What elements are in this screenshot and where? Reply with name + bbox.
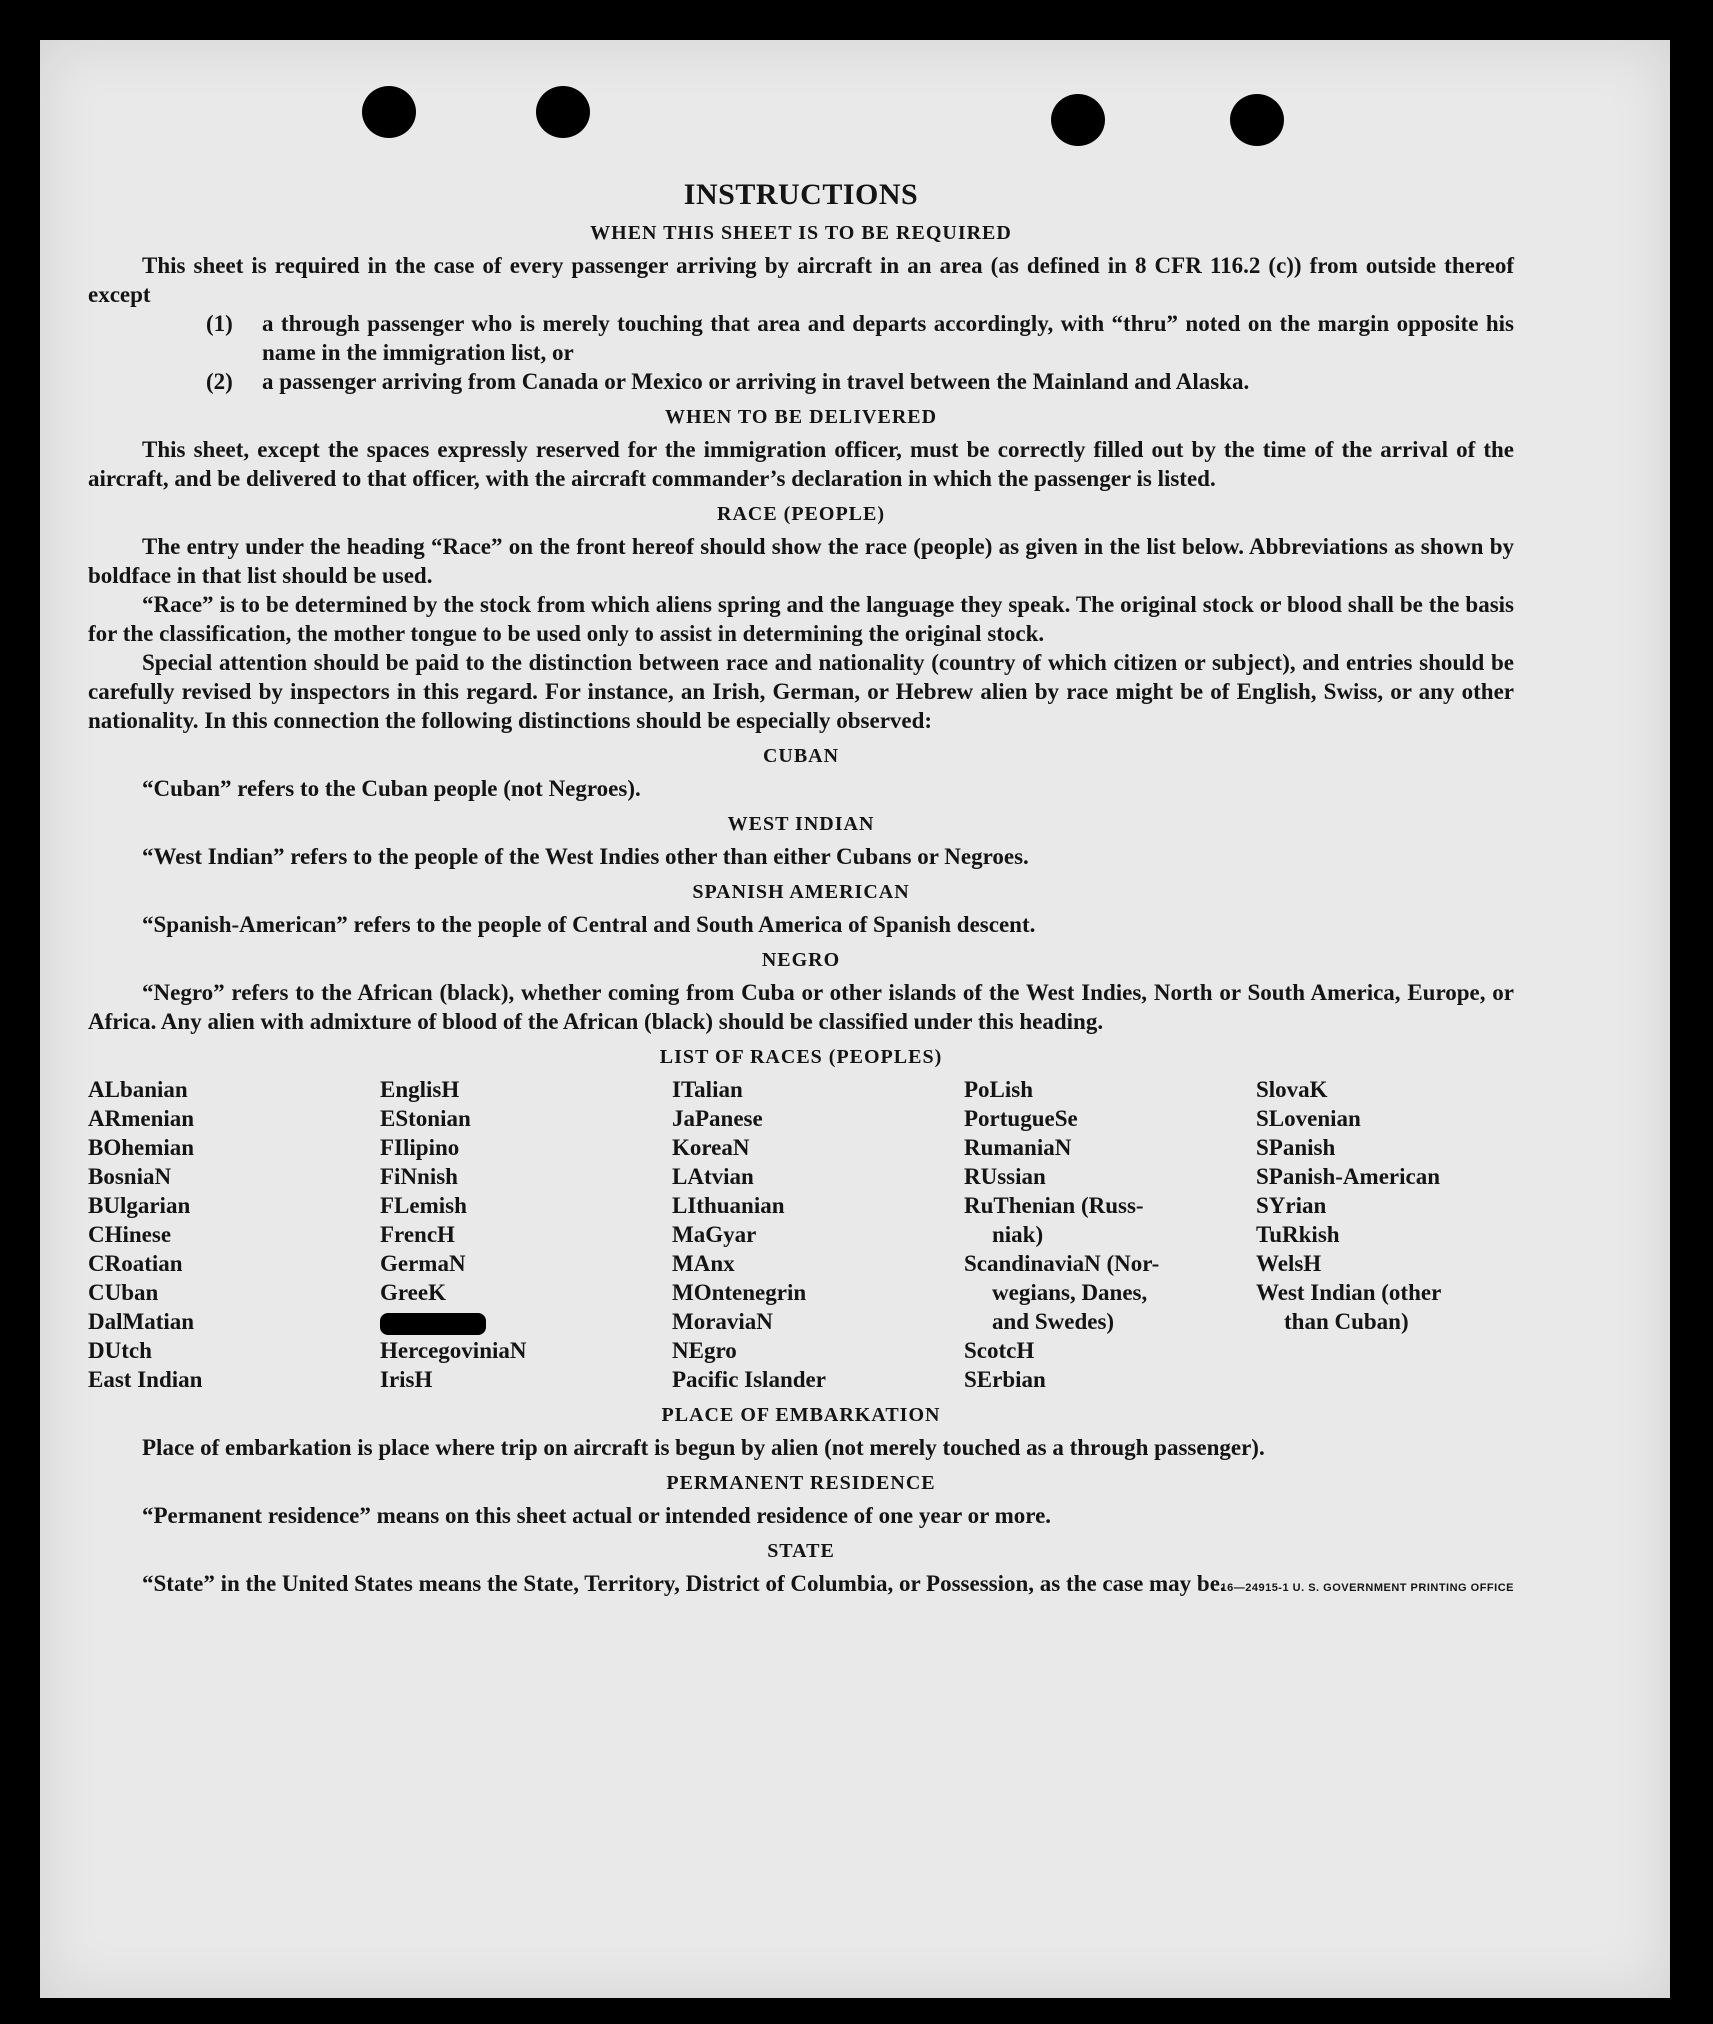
race-entry: MAnx	[672, 1251, 735, 1276]
exception-item	[206, 309, 1514, 367]
race-entry: BOhemian	[88, 1135, 195, 1160]
section-heading-when-delivered: WHEN TO BE DELIVERED	[664, 406, 938, 428]
race-entry: SLovenian	[1256, 1106, 1361, 1131]
exception-number: (2)	[206, 369, 233, 394]
race-entry: Pacific Islander	[672, 1367, 826, 1392]
race-entry: SlovaK	[1256, 1077, 1328, 1102]
exception-number: (1)	[206, 311, 233, 336]
race-entry: IrisH	[380, 1367, 433, 1392]
redaction-mark	[380, 1313, 486, 1335]
race-entry: MoraviaN	[672, 1309, 773, 1334]
race-column	[88, 1075, 380, 1394]
exception-text: a passenger arriving from Canada or Mexico or arriving in travel between the Mainland and Alaska.	[262, 369, 1250, 394]
punch-hole	[536, 86, 590, 138]
race-entry-continuation: and Swedes)	[992, 1309, 1115, 1334]
race-entry: CUban	[88, 1280, 159, 1305]
race-entry: EnglisH	[380, 1077, 460, 1102]
race-entry: SYrian	[1256, 1193, 1327, 1218]
race-entry: ITalian	[672, 1077, 743, 1102]
embarkation-text: Place of embarkation is place where trip on aircraft is begun by alien (not merely touched as a through passenger).	[142, 1435, 1265, 1460]
section-heading-list-of-races: LIST OF RACES (PEOPLES)	[659, 1046, 943, 1068]
section-heading-race: RACE (PEOPLE)	[717, 503, 885, 525]
race-entry: MOntenegrin	[672, 1280, 807, 1305]
section-heading-west-indian: WEST INDIAN	[727, 813, 875, 835]
race-entry-redacted	[380, 1307, 672, 1336]
race-entry: LIthuanian	[672, 1193, 785, 1218]
residence-text: “Permanent residence” means on this sheet actual or intended residence of one year or more.	[142, 1503, 1052, 1528]
race-entry: PortugueSe	[964, 1106, 1078, 1131]
race-entry: RumaniaN	[964, 1135, 1072, 1160]
exception-item	[206, 367, 1514, 396]
race-entry: GermaN	[380, 1251, 466, 1276]
race-entry: HercegoviniaN	[380, 1338, 527, 1363]
race-entry: BUlgarian	[88, 1193, 191, 1218]
punch-hole	[362, 86, 416, 138]
race-entry-continuation: wegians, Danes,	[992, 1280, 1148, 1305]
section-heading-residence: PERMANENT RESIDENCE	[666, 1472, 936, 1494]
race-entry: West Indian (other	[1256, 1280, 1442, 1305]
race-entry: NEgro	[672, 1338, 737, 1363]
race-entry: CHinese	[88, 1222, 172, 1247]
race-paragraph: “Race” is to be determined by the stock from which aliens spring and the language they speak. The original stock or blood shall be the basis for the classification, the mother tongue to be used only to assist in determining the original stock.	[88, 592, 1514, 646]
exception-text: a through passenger who is merely touching that area and departs accordingly, with “thru” noted on the margin opposite his name in the immigration list, or	[262, 311, 1514, 365]
state-text: “State” in the United States means the State, Territory, District of Columbia, or Possession, as the case may be.	[142, 1571, 1226, 1596]
section-heading-state: STATE	[767, 1540, 835, 1562]
race-entry: ARmenian	[88, 1106, 195, 1131]
race-entry: FIlipino	[380, 1135, 460, 1160]
race-entry-continuation: than Cuban)	[1284, 1309, 1409, 1334]
when-delivered-text: This sheet, except the spaces expressly reserved for the immigration officer, must be correctly filled out by the time of the arrival of the aircraft, and be delivered to that officer, with the aircraft commander’s declaration in which the passenger is listed.	[88, 437, 1514, 491]
race-column	[1256, 1075, 1514, 1394]
race-entry: RUssian	[964, 1164, 1046, 1189]
race-entry: KoreaN	[672, 1135, 750, 1160]
section-heading-spanish-american: SPANISH AMERICAN	[692, 881, 910, 903]
race-entry: SPanish	[1256, 1135, 1336, 1160]
negro-text: “Negro” refers to the African (black), whether coming from Cuba or other islands of the West Indies, North or South America, Europe, or Africa. Any alien with admixture of blood of the African (black) should be classified under this heading.	[88, 980, 1514, 1034]
race-paragraph: The entry under the heading “Race” on the front hereof should show the race (people) as given in the list below. Abbreviations as shown by boldface in that list should be used.	[88, 534, 1514, 588]
race-entry: ALbanian	[88, 1077, 188, 1102]
race-entry: SErbian	[964, 1367, 1046, 1392]
document-body	[88, 138, 1514, 1598]
race-entry: FrencH	[380, 1222, 455, 1247]
west-indian-text: “West Indian” refers to the people of the West Indies other than either Cubans or Negroes.	[142, 844, 1029, 869]
cuban-text: “Cuban” refers to the Cuban people (not Negroes).	[142, 776, 641, 801]
race-entry-continuation: niak)	[992, 1222, 1044, 1247]
race-entry: ScotcH	[964, 1338, 1035, 1363]
state-block	[88, 1569, 1514, 1598]
race-entry: FiNnish	[380, 1164, 458, 1189]
section-heading-cuban: CUBAN	[762, 745, 840, 767]
race-entry: EStonian	[380, 1106, 471, 1131]
spanish-american-text: “Spanish-American” refers to the people of Central and South America of Spanish descent.	[142, 912, 1036, 937]
section-heading-negro: NEGRO	[761, 949, 841, 971]
race-column	[380, 1075, 672, 1394]
race-column	[964, 1075, 1256, 1394]
race-paragraph: Special attention should be paid to the distinction between race and nationality (country of which citizen or subject), and entries should be carefully revised by inspectors in this regard. For instance, an Irish, German, or Hebrew alien by race might be of English, Swiss, or any other nationality. In this connection the following distinctions should be especially observed:	[88, 650, 1514, 733]
race-entry: FLemish	[380, 1193, 467, 1218]
race-entry: PoLish	[964, 1077, 1034, 1102]
race-entry: MaGyar	[672, 1222, 757, 1247]
race-entry: East Indian	[88, 1367, 203, 1392]
section-heading-when-required: WHEN THIS SHEET IS TO BE REQUIRED	[590, 222, 1012, 244]
race-entry: RuThenian (Russ-	[964, 1193, 1144, 1218]
race-column	[672, 1075, 964, 1394]
race-entry: WelsH	[1256, 1251, 1322, 1276]
race-entry: SPanish-American	[1256, 1164, 1440, 1189]
race-entry: DalMatian	[88, 1309, 195, 1334]
race-entry: BosniaN	[88, 1164, 172, 1189]
race-entry: DUtch	[88, 1338, 152, 1363]
section-heading-embarkation: PLACE OF EMBARKATION	[661, 1404, 941, 1426]
race-entry: TuRkish	[1256, 1222, 1340, 1247]
race-entry: GreeK	[380, 1280, 446, 1305]
page-title: INSTRUCTIONS	[683, 178, 919, 211]
printer-imprint: 16—24915-1 U. S. GOVERNMENT PRINTING OFFICE	[1220, 1582, 1514, 1594]
race-entry: LAtvian	[672, 1164, 754, 1189]
race-entry: ScandinaviaN (Nor-	[964, 1251, 1160, 1276]
when-required-intro: This sheet is required in the case of every passenger arriving by aircraft in an area (as defined in 8 CFR 116.2 (c)) from outside thereof except	[88, 253, 1514, 307]
race-entry: CRoatian	[88, 1251, 183, 1276]
race-entry: JaPanese	[672, 1106, 763, 1131]
race-list	[88, 1075, 1514, 1394]
